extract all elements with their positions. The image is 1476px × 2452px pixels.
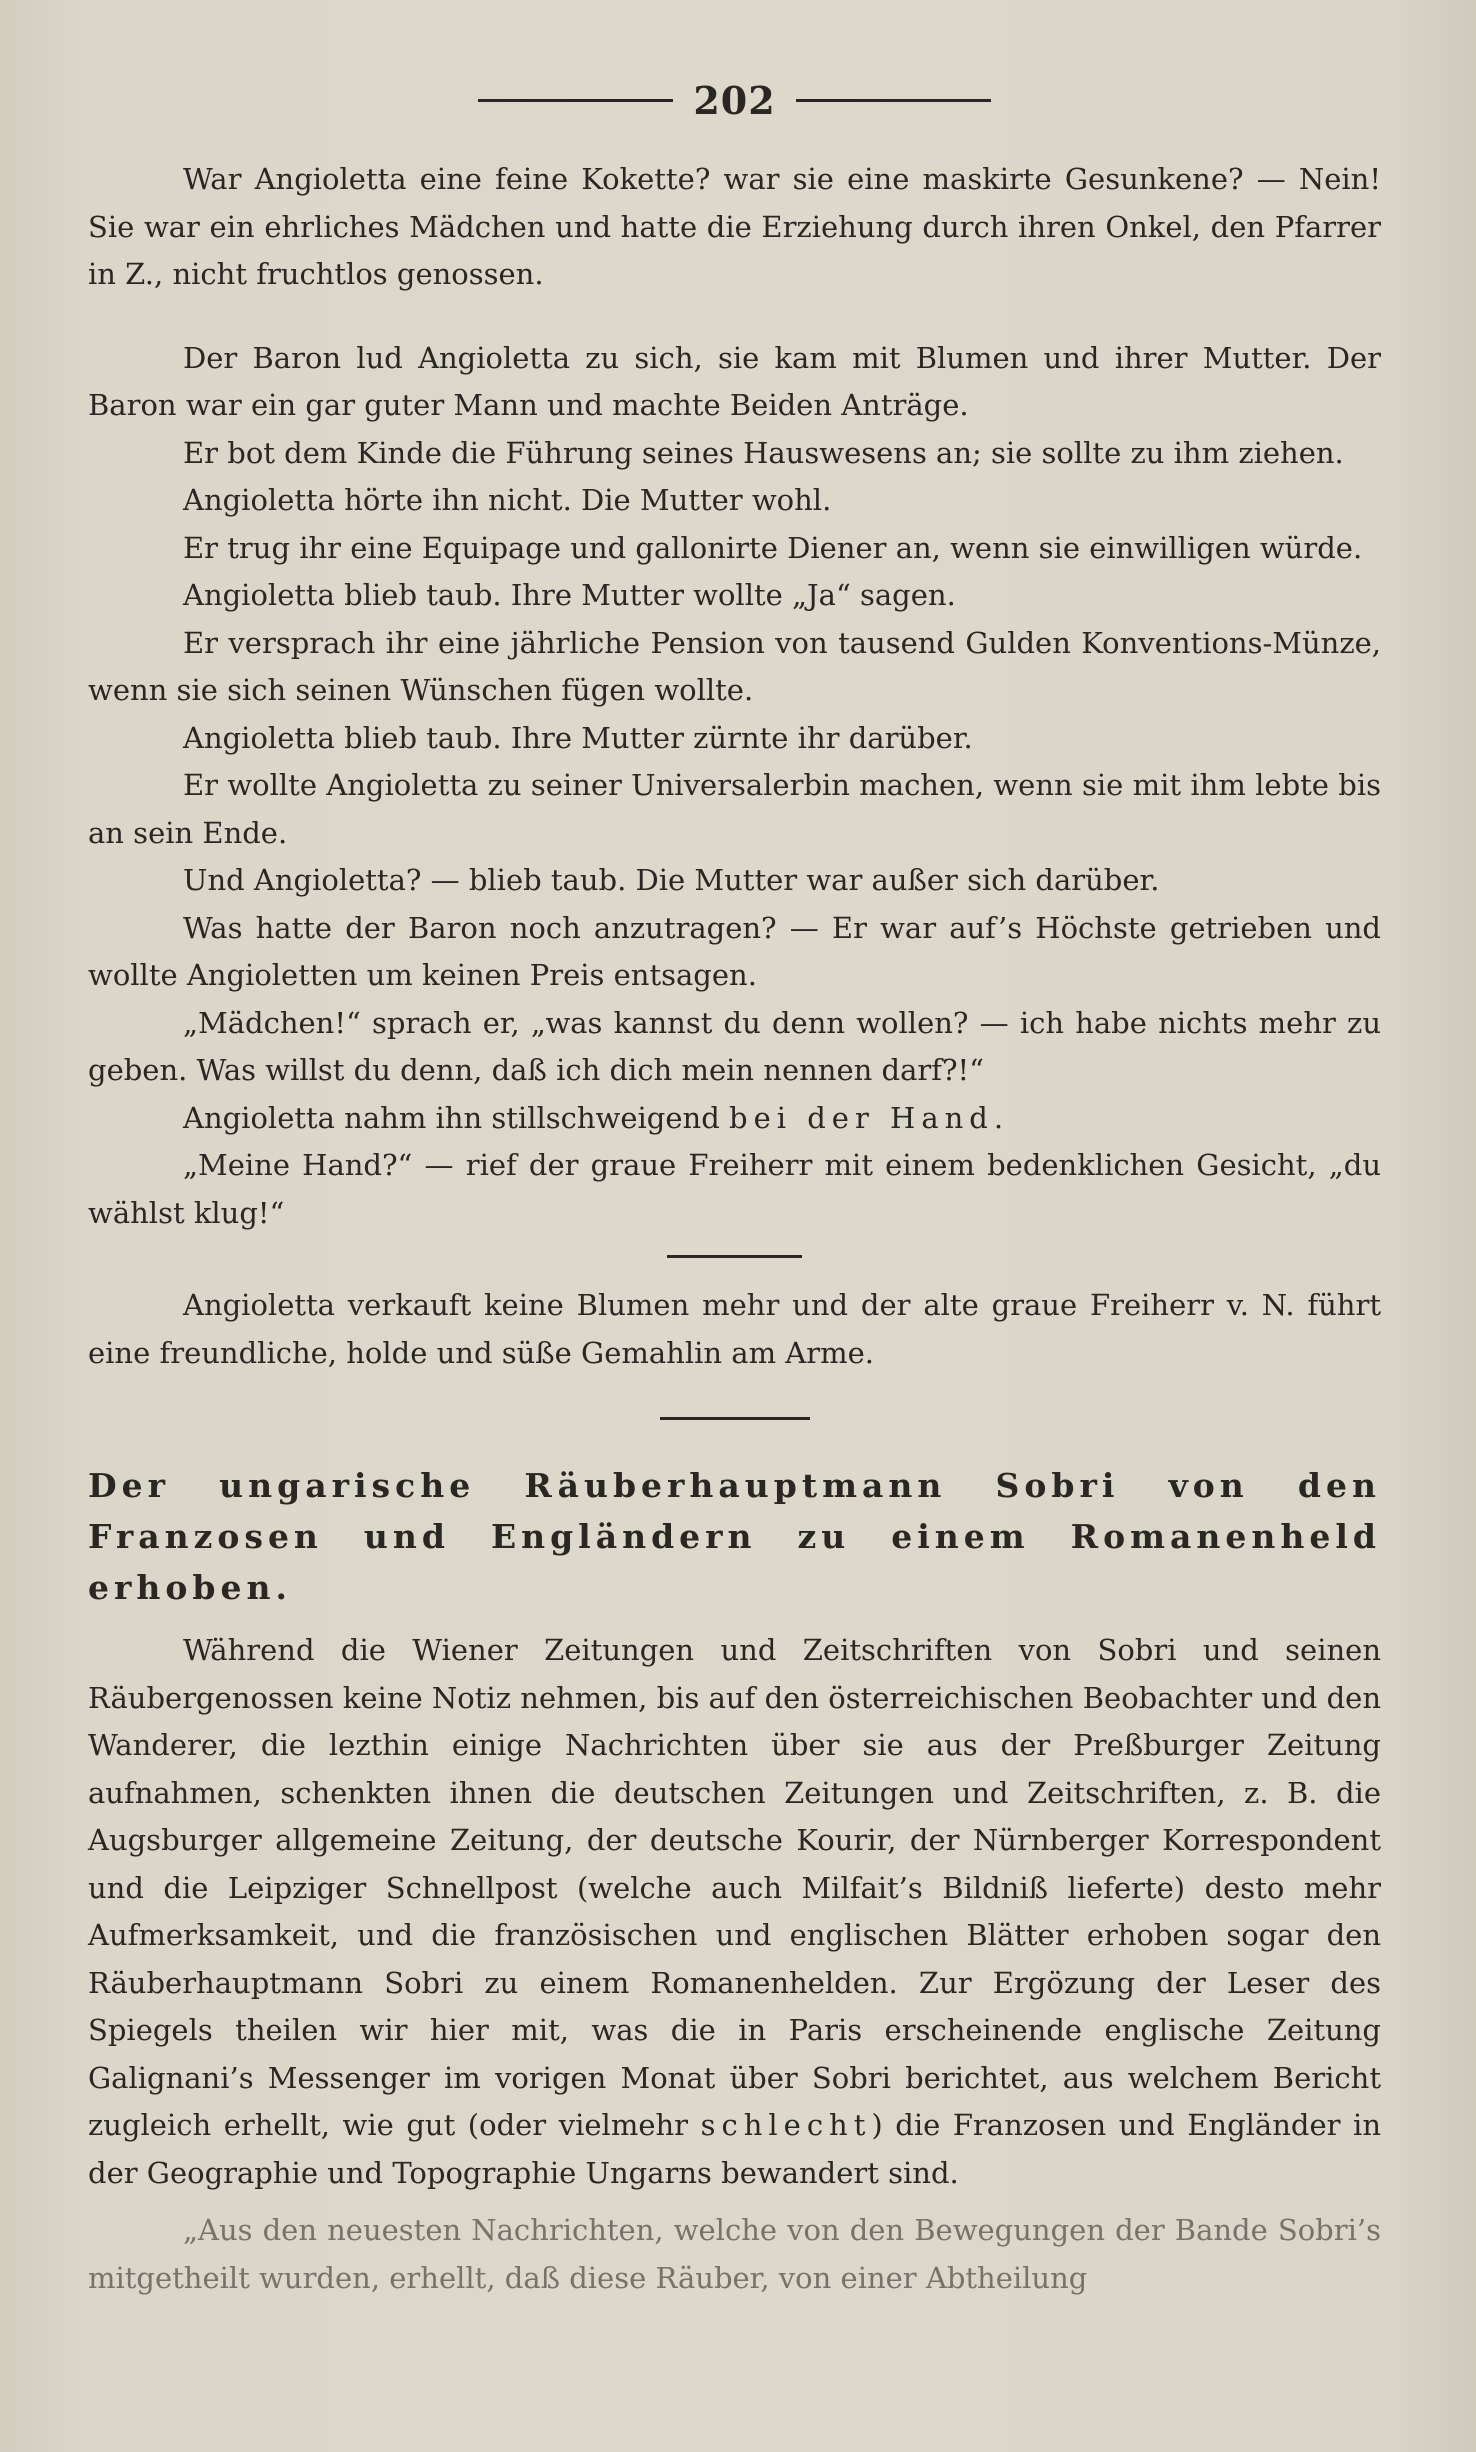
article-body-text: ) die Franzosen und Engländer in der Geographie und Topographie Ungarns bewandert sind. <box>88 2108 1381 2190</box>
header-rule-left <box>478 99 673 102</box>
article-body-text: Während die Wiener Zeitungen und Zeitschriften von Sobri und seinen Räubergenossen keine Notiz nehmen, bis auf den österreichischen Beobachter und den Wanderer, die lezthin einige Nachrichten über sie aus der Preßburger Zeitung aufnahmen, schenkten ihnen die deutschen Zeitungen und Zeitschriften, z. B. die Augsburger allgemeine Zeitung, der deutsche Kourir, der Nürnberger Korrespondent und die Leipziger Schnellpost (welche auch Milfait’s Bildniß lieferte) desto mehr Aufmerksamkeit, und die französischen und englischen Blätter erhoben sogar den Räuberhauptmann Sobri zu einem Romanenhelden. Zur Ergözung der Leser des Spiegels theilen wir hier mit, was die in Paris erscheinende englische Zeitung <box>88 1633 1381 2047</box>
article-body-text: im vorigen Monat über Sobri berichtet, aus welchem Bericht zugleich erhellt, wie gut (oder vielmehr <box>88 2060 1381 2142</box>
hand-paragraph <box>88 1095 1381 1143</box>
story-paragraph: Der Baron lud Angioletta zu sich, sie kam mit Blumen und ihrer Mutter. Der Baron war ein gar guter Mann und machte Beiden Anträge. <box>88 340 1381 422</box>
article-heading: Der ungarische Räuberhauptmann Sobri von den Franzosen und Engländern zu einem Romanenheld erhoben. <box>88 1466 1381 1607</box>
header-rule-right <box>796 99 991 102</box>
story-paragraph: Was hatte der Baron noch anzutragen? — Er war auf’s Höchste getrieben und wollte Angioletten um keinen Preis entsagen. <box>88 910 1381 992</box>
newspaper-title: Galignani’s Messenger <box>88 2060 430 2095</box>
section-gap <box>88 299 1381 335</box>
article-quote-start: „Aus den neuesten Nachrichten, welche von den Bewegungen der Bande Sobri’s mitgetheilt wurden, erhellt, daß diese Räuber, von einer Abtheilung <box>88 2213 1381 2295</box>
story-paragraph: Er bot dem Kinde die Führung seines Hauswesens an; sie sollte zu ihm ziehen. <box>183 435 1344 470</box>
article-divider <box>660 1417 810 1420</box>
spaced-emphasis: schlecht <box>700 2108 872 2142</box>
article-body <box>88 1627 1381 2197</box>
story-paragraph: Angioletta blieb taub. Ihre Mutter zürnte ihr darüber. <box>183 720 973 755</box>
story-paragraph: Und Angioletta? — blieb taub. Die Mutter war außer sich darüber. <box>183 863 1160 897</box>
story-paragraph: Angioletta blieb taub. Ihre Mutter wollte „Ja“ sagen. <box>183 578 956 612</box>
story-paragraph: „Mädchen!“ sprach er, „was kannst du denn wollen? — ich habe nichts mehr zu geben. Was willst du denn, daß ich dich mein nennen darf?!“ <box>88 1005 1381 1087</box>
epilogue-paragraph: Angioletta verkauft keine Blumen mehr und der alte graue Freiherr v. N. führt eine freundliche, holde und süße Gemahlin am Arme. <box>88 1288 1381 1370</box>
story-paragraph: Er trug ihr eine Equipage und gallonirte Diener an, wenn sie einwilligen würde. <box>183 530 1363 565</box>
section-divider <box>667 1255 802 1258</box>
paragraph-intro: War Angioletta eine feine Kokette? war sie eine maskirte Gesunkene? — Nein! Sie war ein ehrliches Mädchen und hatte die Erziehung durch ihren Onkel, den Pfarrer in Z., nicht fruchtlos genossen. <box>88 162 1381 291</box>
page-number: 202 <box>693 77 776 123</box>
story-paragraph: Er wollte Angioletta zu seiner Universalerbin machen, wenn sie mit ihm lebte bis an sein Ende. <box>88 768 1381 850</box>
hand-text: Angioletta nahm ihn stillschweigend <box>183 1100 729 1135</box>
page-header <box>88 70 1381 130</box>
story-paragraph: Er versprach ihr eine jährliche Pension von tausend Gulden Konventions-Münze, wenn sie sich seinen Wünschen fügen wollte. <box>88 625 1381 707</box>
hand-spaced-text: bei der Hand. <box>729 1100 1010 1135</box>
final-exchange-paragraph: „Meine Hand?“ — rief der graue Freiherr mit einem bedenklichen Gesicht, „du wählst klug!“ <box>88 1148 1381 1230</box>
story-paragraph: Angioletta hörte ihn nicht. Die Mutter wohl. <box>183 483 832 517</box>
